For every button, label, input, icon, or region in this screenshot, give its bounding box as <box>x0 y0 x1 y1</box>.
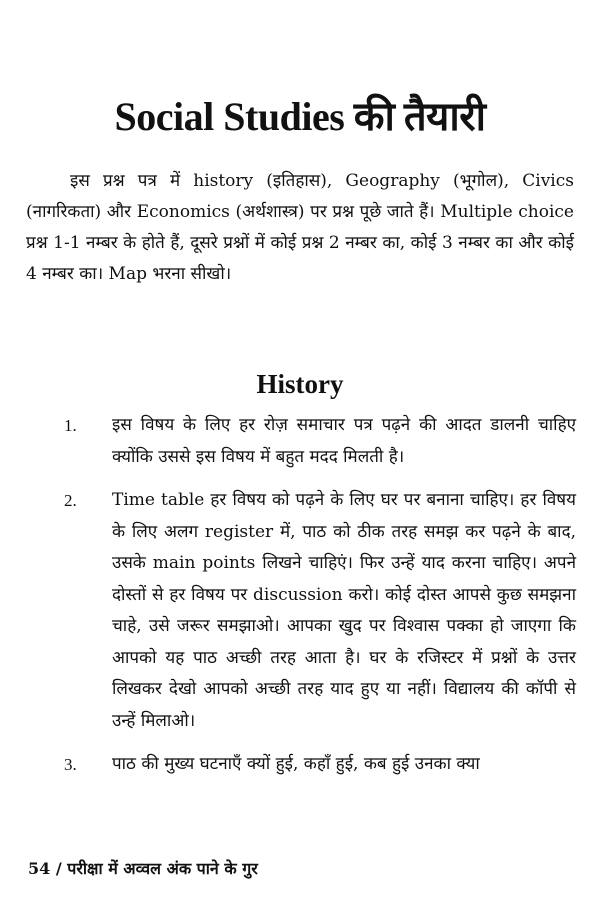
page-title: Social Studies की तैयारी <box>114 93 486 139</box>
history-tips-list <box>0 410 600 793</box>
list-item <box>0 749 600 781</box>
list-item-text: पाठ की मुख्य घटनाएँ क्यों हुई, कहाँ हुई, कब हुई उनका क्या <box>112 754 480 774</box>
list-item-text: Time table हर विषय को पढ़ने के लिए घर पर बनाना चाहिए। हर विषय के लिए अलग register में, पाठ को ठीक तरह समझ कर पढ़ने के बाद, उसके main points लिखने चाहिएं। फिर उन्हें याद करना चाहिए। अपने दोस्तों से हर विषय पर discussion करो। कोई दोस्त आपसे कुछ समझना चाहे, उसे जरूर समझाओ। आपका खुद पर विश्वास पक्का हो जाएगा कि आपको यह पाठ अच्छी तरह आता है। घर के रजिस्टर में प्रश्नों के उत्तर लिखकर देखो आपको अच्छी तरह याद हुए या नहीं। विद्यालय की कॉपी से उन्हें मिलाओ। <box>112 490 576 731</box>
list-item <box>0 485 600 737</box>
list-item-text: इस विषय के लिए हर रोज़ समाचार पत्र पढ़ने की आदत डालनी चाहिए क्योंकि उससे इस विषय में बहुत मदद मिलती है। <box>112 415 576 467</box>
list-item <box>0 410 600 473</box>
list-item-number: 1. <box>64 416 77 435</box>
section-heading-history: History <box>256 369 344 400</box>
intro-paragraph: इस प्रश्न पत्र में history (इतिहास), Geography (भूगोल), Civics (नागरिकता) और Economics (अर्थशास्त्र) पर प्रश्न पूछे जाते हैं। Multiple choice प्रश्न 1-1 नम्बर के होते हैं, दूसरे प्रश्नों में कोई प्रश्न 2 नम्बर का, कोई 3 नम्बर का और कोई 4 नम्बर का। Map भरना सीखो। <box>26 171 574 284</box>
page-footer: 54 / परीक्षा में अव्वल अंक पाने के गुर <box>28 859 258 878</box>
list-item-number: 2. <box>64 491 77 510</box>
list-item-number: 3. <box>64 755 77 774</box>
